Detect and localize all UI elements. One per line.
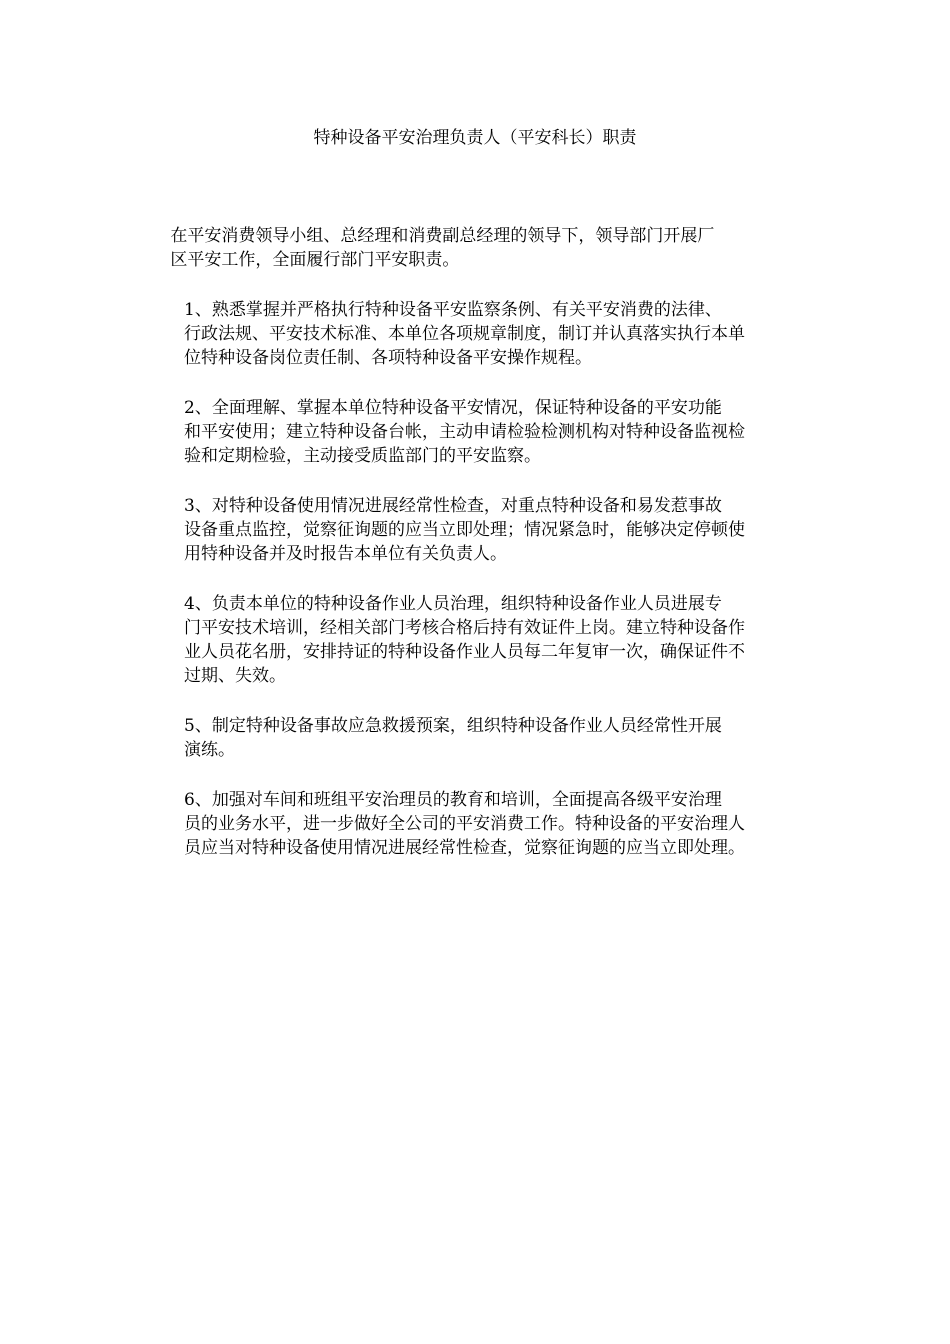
duty-line: 演练。 bbox=[184, 740, 235, 760]
duty-line: 设备重点监控，觉察征询题的应当立即处理；情况紧急时，能够决定停顿使 bbox=[184, 520, 745, 540]
intro-paragraph bbox=[150, 224, 796, 272]
duty-line: 5、制定特种设备事故应急救援预案，组织特种设备作业人员经常性开展 bbox=[184, 716, 722, 736]
duty-line: 门平安技术培训，经相关部门考核合格后持有效证件上岗。建立特种设备作 bbox=[184, 618, 745, 638]
duty-line: 6、加强对车间和班组平安治理员的教育和培训，全面提高各级平安治理 bbox=[184, 790, 722, 810]
duty-line: 3、对特种设备使用情况进展经常性检查，对重点特种设备和易发惹事故 bbox=[184, 496, 722, 516]
intro-line: 在平安消费领导小组、总经理和消费副总经理的领导下，领导部门开展厂 bbox=[170, 226, 715, 246]
duty-line: 用特种设备并及时报告本单位有关负责人。 bbox=[184, 544, 507, 564]
document-title: 特种设备平安治理负责人（平安科长）职责 bbox=[313, 128, 637, 148]
duty-line: 过期、失效。 bbox=[184, 666, 286, 686]
duty-line: 行政法规、平安技术标准、本单位各项规章制度，制订并认真落实执行本单 bbox=[184, 324, 745, 344]
duty-line: 员的业务水平，进一步做好全公司的平安消费工作。特种设备的平安治理人 bbox=[184, 814, 745, 834]
duty-item-3 bbox=[150, 494, 796, 566]
duty-item-6 bbox=[150, 788, 796, 860]
duty-item-1 bbox=[150, 298, 796, 370]
duty-line: 1、熟悉掌握并严格执行特种设备平安监察条例、有关平安消费的法律、 bbox=[184, 300, 722, 320]
document-body bbox=[150, 224, 796, 886]
duty-item-5 bbox=[150, 714, 796, 762]
duty-line: 和平安使用；建立特种设备台帐，主动申请检验检测机构对特种设备监视检 bbox=[184, 422, 745, 442]
duty-line: 验和定期检验，主动接受质监部门的平安监察。 bbox=[184, 446, 541, 466]
duty-line: 2、全面理解、掌握本单位特种设备平安情况，保证特种设备的平安功能 bbox=[184, 398, 722, 418]
intro-line: 区平安工作，全面履行部门平安职责。 bbox=[170, 250, 460, 270]
duty-line: 4、负责本单位的特种设备作业人员治理，组织特种设备作业人员进展专 bbox=[184, 594, 722, 614]
duty-line: 位特种设备岗位责任制、各项特种设备平安操作规程。 bbox=[184, 348, 592, 368]
duty-item-2 bbox=[150, 396, 796, 468]
duty-line: 员应当对特种设备使用情况进展经常性检查，觉察征询题的应当立即处理。 bbox=[184, 838, 745, 858]
duty-item-4 bbox=[150, 592, 796, 688]
duty-line: 业人员花名册，安排持证的特种设备作业人员每二年复审一次，确保证件不 bbox=[184, 642, 745, 662]
